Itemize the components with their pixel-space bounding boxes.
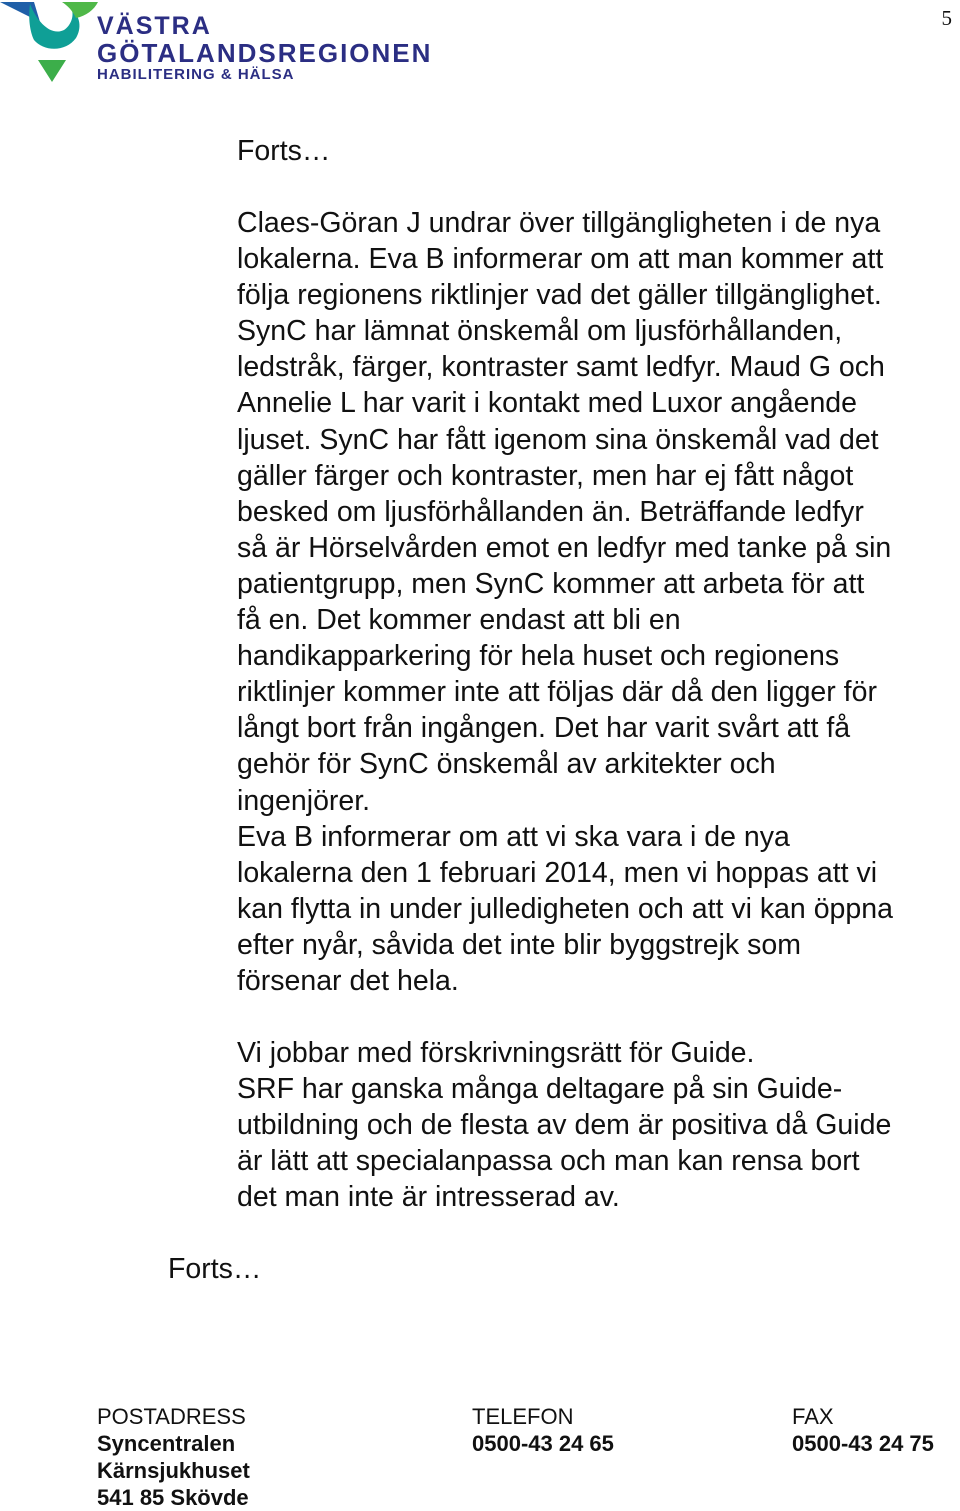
text-line: är lätt att specialanpassa och man kan rensa bort xyxy=(237,1145,860,1178)
text-line: patientgrupp, men SynC kommer att arbeta för att xyxy=(237,567,865,600)
text-line: långt bort från ingången. Det har varit svårt att få xyxy=(237,712,851,745)
continued-footer-note: Forts… xyxy=(168,1253,262,1285)
footer-telephone xyxy=(472,1403,614,1457)
text-line: handikapparkering för hela huset och regionens xyxy=(237,640,840,673)
text-line: Eva B informerar om att vi ska vara i de nya xyxy=(237,820,790,853)
text-line: lokalerna den 1 februari 2014, men vi hoppas att vi xyxy=(237,856,878,889)
footer-postal-address xyxy=(97,1403,250,1511)
text-line: Annelie L har varit i kontakt med Luxor angående xyxy=(237,387,858,420)
telephone-heading: TELEFON xyxy=(472,1404,574,1429)
text-line: det man inte är intresserad av. xyxy=(237,1181,620,1214)
telephone-number: 0500-43 24 65 xyxy=(472,1431,614,1456)
fax-heading: FAX xyxy=(792,1404,834,1429)
text-line: Vi jobbar med förskrivningsrätt för Guide. xyxy=(237,1037,755,1069)
fax-number: 0500-43 24 75 xyxy=(792,1431,934,1456)
text-line: följa regionens riktlinjer vad det gäller tillgänglighet. xyxy=(237,279,882,312)
text-line: gehör för SynC önskemål av arkitekter och xyxy=(237,748,776,781)
text-line: Claes-Göran J undrar över tillgängligheten i de nya xyxy=(237,207,881,239)
text-line: ingenjörer. xyxy=(237,784,371,817)
logo-text-line1: VÄSTRA xyxy=(97,12,212,40)
paragraph-premises xyxy=(237,205,960,999)
text-line: få en. Det kommer endast att bli en xyxy=(237,604,681,637)
text-line: försenar det hela. xyxy=(237,964,459,997)
paragraph-guide xyxy=(237,1035,960,1215)
logo-text-line3: HABILITERING & HÄLSA xyxy=(97,66,295,83)
text-line: gäller färger och kontraster, men har ej fått något xyxy=(237,459,854,492)
postal-address-line: Syncentralen xyxy=(97,1431,236,1456)
text-line: riktlinjer kommer inte att följas där då den ligger för xyxy=(237,676,877,709)
postal-address-heading: POSTADRESS xyxy=(97,1404,246,1429)
text-line: besked om ljusförhållanden än. Beträffande ledfyr xyxy=(237,495,864,528)
text-line: kan flytta in under julledigheten och att vi kan öppna xyxy=(237,892,893,925)
page-number: 5 xyxy=(941,6,952,30)
postal-address-line: 541 85 Skövde xyxy=(97,1485,249,1510)
text-line: SRF har ganska många deltagare på sin Guide- xyxy=(237,1073,843,1106)
text-line: lokalerna. Eva B informerar om att man kommer att xyxy=(237,243,884,276)
continued-heading-top: Forts… xyxy=(237,135,331,167)
vgr-logo-icon xyxy=(0,0,100,90)
footer-fax xyxy=(792,1403,934,1457)
text-line: utbildning och de flesta av dem är positiva då Guide xyxy=(237,1109,892,1142)
organization-logo xyxy=(0,0,433,92)
logo-text-line2: GÖTALANDSREGIONEN xyxy=(97,38,433,68)
text-line: efter nyår, såvida det inte blir byggstrejk som xyxy=(237,928,801,961)
text-line: så är Hörselvården emot en ledfyr med tanke på sin xyxy=(237,531,892,564)
postal-address-line: Kärnsjukhuset xyxy=(97,1458,250,1483)
text-line: ledstråk, färger, kontraster samt ledfyr. Maud G och xyxy=(237,351,885,384)
text-line: ljuset. SynC har fått igenom sina önskemål vad det xyxy=(237,423,879,456)
text-line: SynC har lämnat önskemål om ljusförhållanden, xyxy=(237,315,843,348)
